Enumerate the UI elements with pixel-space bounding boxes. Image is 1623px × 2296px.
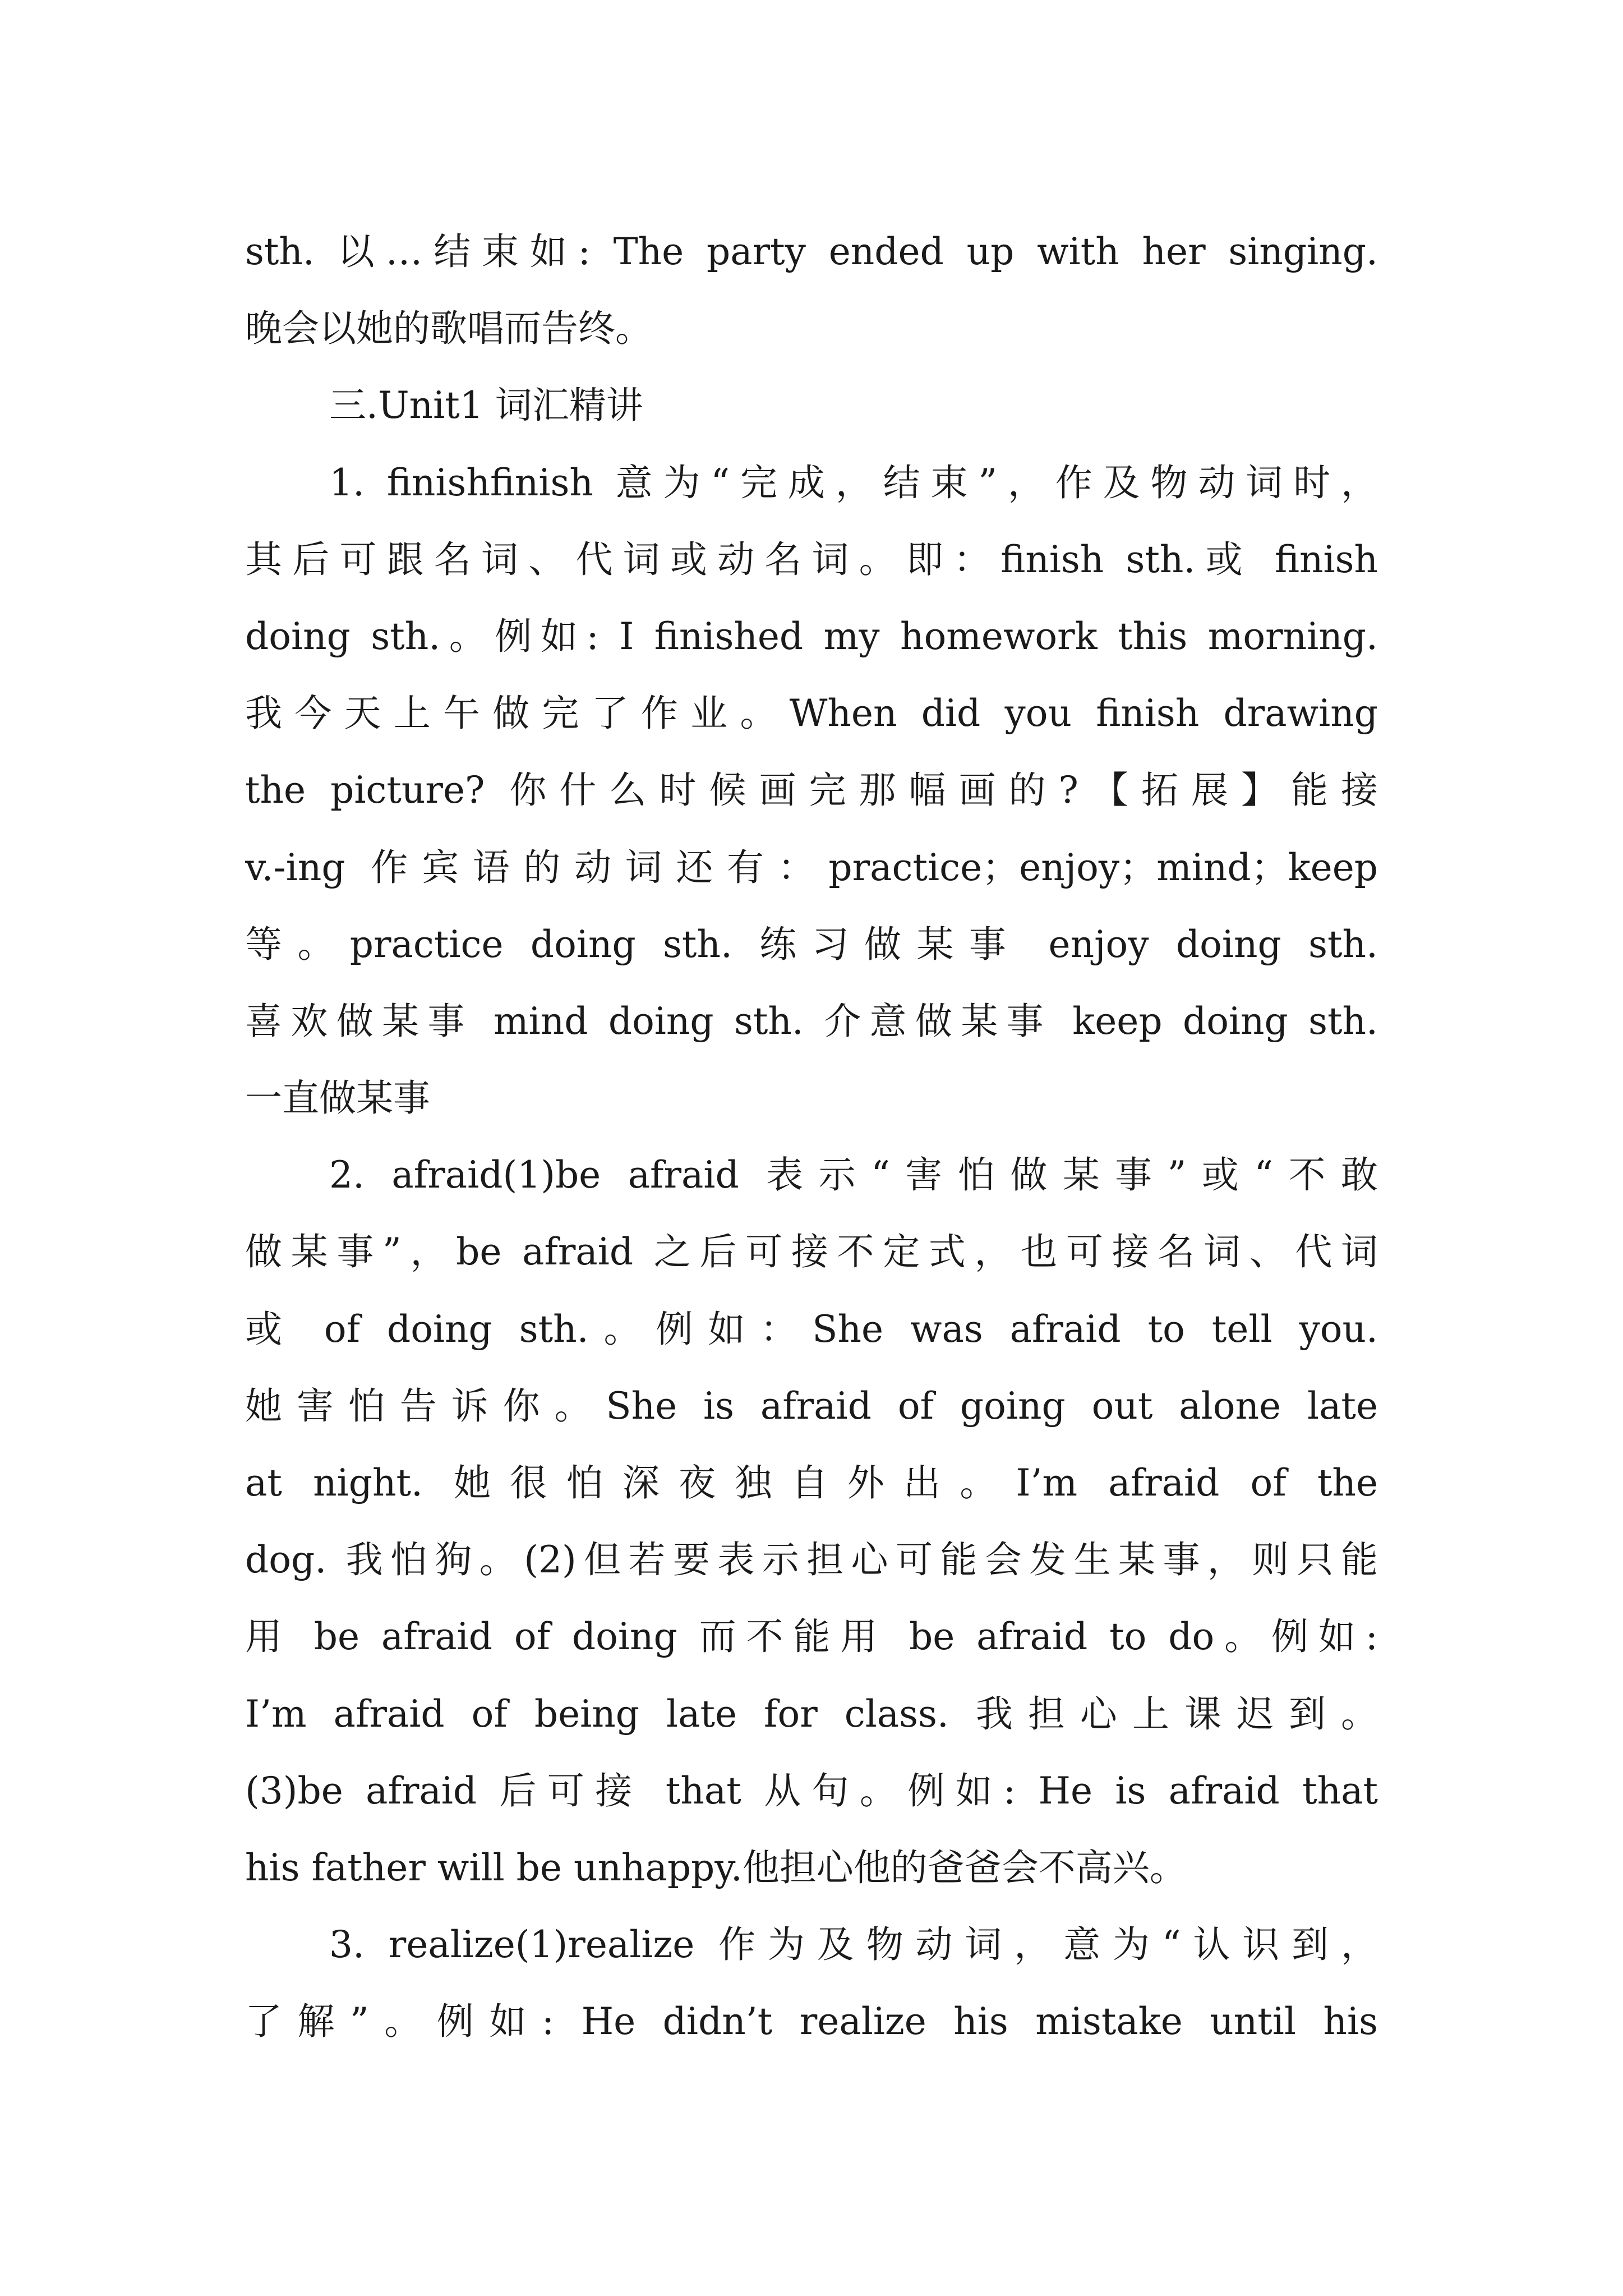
text-line: 一直做某事 bbox=[245, 1076, 430, 1120]
text-line: 她害怕告诉你。She is afraid of going out alone late bbox=[245, 1384, 1378, 1428]
text-line: 1. finishfinish 意为“完成，结束”，作及物动词时， bbox=[329, 461, 1378, 504]
body-text bbox=[245, 213, 1378, 2060]
text-line: dog. 我怕狗。(2)但若要表示担心可能会发生某事，则只能 bbox=[245, 1538, 1378, 1582]
text-line: 喜欢做某事 mind doing sth. 介意做某事 keep doing sth. bbox=[245, 999, 1378, 1043]
text-line: 其后可跟名词、代词或动名词。即：finish sth.或 finish bbox=[245, 537, 1378, 581]
text-line: 3. realize(1)realize 作为及物动词，意为“认识到， bbox=[329, 1923, 1378, 1967]
text-line: at night. 她很怕深夜独自外出。I’m afraid of the bbox=[245, 1461, 1378, 1504]
text-line: 我今天上午做完了作业。When did you finish drawing bbox=[245, 692, 1378, 735]
text-line: 用 be afraid of doing 而不能用 be afraid to do。例如: bbox=[245, 1615, 1378, 1659]
text-line: 晚会以她的歌唱而告终。 bbox=[245, 307, 652, 351]
text-line: I’m afraid of being late for class. 我担心上课迟到。 bbox=[245, 1692, 1378, 1736]
text-line: v.-ing 作宾语的动词还有：practice；enjoy；mind；keep bbox=[245, 845, 1378, 889]
text-line: 做某事”，be afraid 之后可接不定式，也可接名词、代词 bbox=[245, 1230, 1378, 1274]
section-heading: 三.Unit1 词汇精讲 bbox=[329, 384, 643, 427]
text-line: 或 of doing sth.。例如：She was afraid to tell you. bbox=[245, 1307, 1378, 1351]
text-line: 2. afraid(1)be afraid 表示“害怕做某事”或“不敢 bbox=[329, 1153, 1378, 1197]
text-line: doing sth.。例如: I finished my homework this morning. bbox=[245, 614, 1378, 658]
text-line: 等。practice doing sth. 练习做某事 enjoy doing sth. bbox=[245, 922, 1378, 966]
text-line: 了解”。例如: He didn’t realize his mistake until his bbox=[245, 2000, 1378, 2044]
text-line: (3)be afraid 后可接 that 从句。例如: He is afraid that bbox=[245, 1769, 1378, 1812]
text-line: the picture? 你什么时候画完那幅画的?【拓展】能接 bbox=[245, 769, 1378, 812]
text-line: his father will be unhappy.他担心他的爸爸会不高兴。 bbox=[245, 1846, 1187, 1889]
text-line: sth. 以…结束如: The party ended up with her singing. bbox=[245, 230, 1378, 273]
